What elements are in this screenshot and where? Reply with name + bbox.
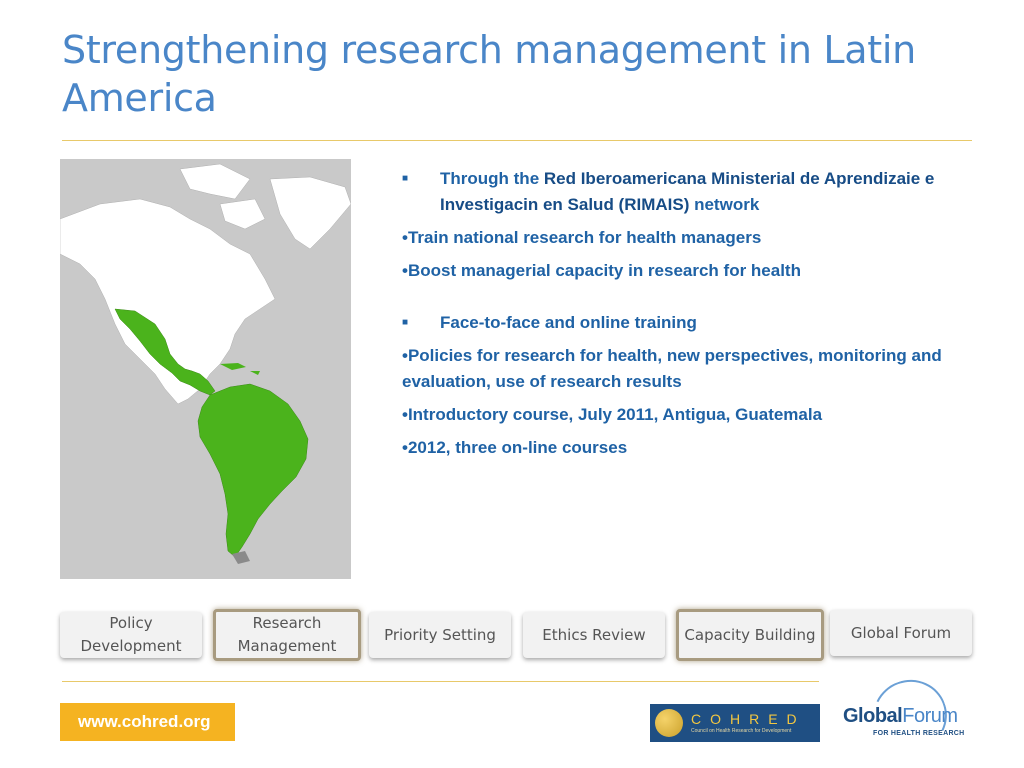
- cohred-url-link[interactable]: www.cohred.org: [60, 703, 235, 741]
- bullet-rimais-suffix: network: [689, 195, 760, 214]
- slide-title: Strengthening research management in Latin America: [62, 28, 916, 120]
- section-tabs: [60, 608, 975, 663]
- global-forum-logo: [843, 680, 968, 750]
- gf-word-forum: Forum: [902, 705, 958, 727]
- globe-icon: [655, 709, 683, 737]
- rimais-network-name: Red Iberoamericana Ministerial de Aprendizaie e Investigacin en Salud (RIMAIS): [440, 169, 935, 214]
- global-forum-tagline: FOR HEALTH RESEARCH: [873, 730, 965, 737]
- global-forum-wordmark: [843, 705, 958, 728]
- cohred-logo-name: COHRED: [691, 711, 806, 727]
- top-divider: [62, 140, 972, 141]
- bullet-training-text: Face-to-face and online training: [440, 313, 697, 332]
- line-policies: •Policies for research for health, new perspectives, monitoring and evaluation, use of research results: [402, 346, 942, 391]
- line-boost: •Boost managerial capacity in research for health: [402, 261, 801, 280]
- tab-capacity-building[interactable]: Capacity Building: [676, 609, 824, 661]
- bullet-rimais-text: [440, 166, 962, 218]
- tab-ethics-review[interactable]: Ethics Review: [523, 612, 665, 658]
- line-intro: •Introductory course, July 2011, Antigua, Guatemala: [402, 405, 823, 424]
- tab-priority-setting[interactable]: Priority Setting: [369, 612, 511, 658]
- square-bullet-icon: ■: [402, 173, 409, 184]
- bullet-rimais-prefix: Through the: [440, 169, 544, 188]
- bullet-rimais: [402, 166, 962, 218]
- bullet-training: [402, 310, 962, 336]
- line-boost-text: Boost managerial capacity in research for health: [407, 261, 801, 280]
- americas-map-svg: [60, 159, 351, 579]
- tab-global-forum[interactable]: Global Forum: [830, 610, 972, 656]
- line-intro-text: Introductory course, July 2011, Antigua, Guatemala: [407, 405, 823, 424]
- line-train-text: Train national research for health managers: [407, 228, 762, 247]
- cohred-logo: [650, 704, 820, 742]
- square-bullet-icon: ■: [402, 317, 409, 328]
- bottom-divider: [62, 681, 819, 682]
- tab-research-management[interactable]: Research Management: [213, 609, 361, 661]
- line-policies-text: Policies for research for health, new perspectives, monitoring and evaluation, use of research results: [402, 346, 942, 391]
- line-2012: •2012, three on-line courses: [402, 438, 628, 457]
- tab-policy-development[interactable]: Policy Development: [60, 612, 202, 658]
- gf-word-global: Global: [843, 705, 903, 727]
- line-2012-text: 2012, three on-line courses: [407, 438, 628, 457]
- line-train: •Train national research for health managers: [402, 228, 762, 247]
- bullet-content: [402, 166, 962, 461]
- americas-map: [60, 159, 351, 579]
- cohred-logo-subtitle: Council on Health Research for Development: [691, 728, 792, 734]
